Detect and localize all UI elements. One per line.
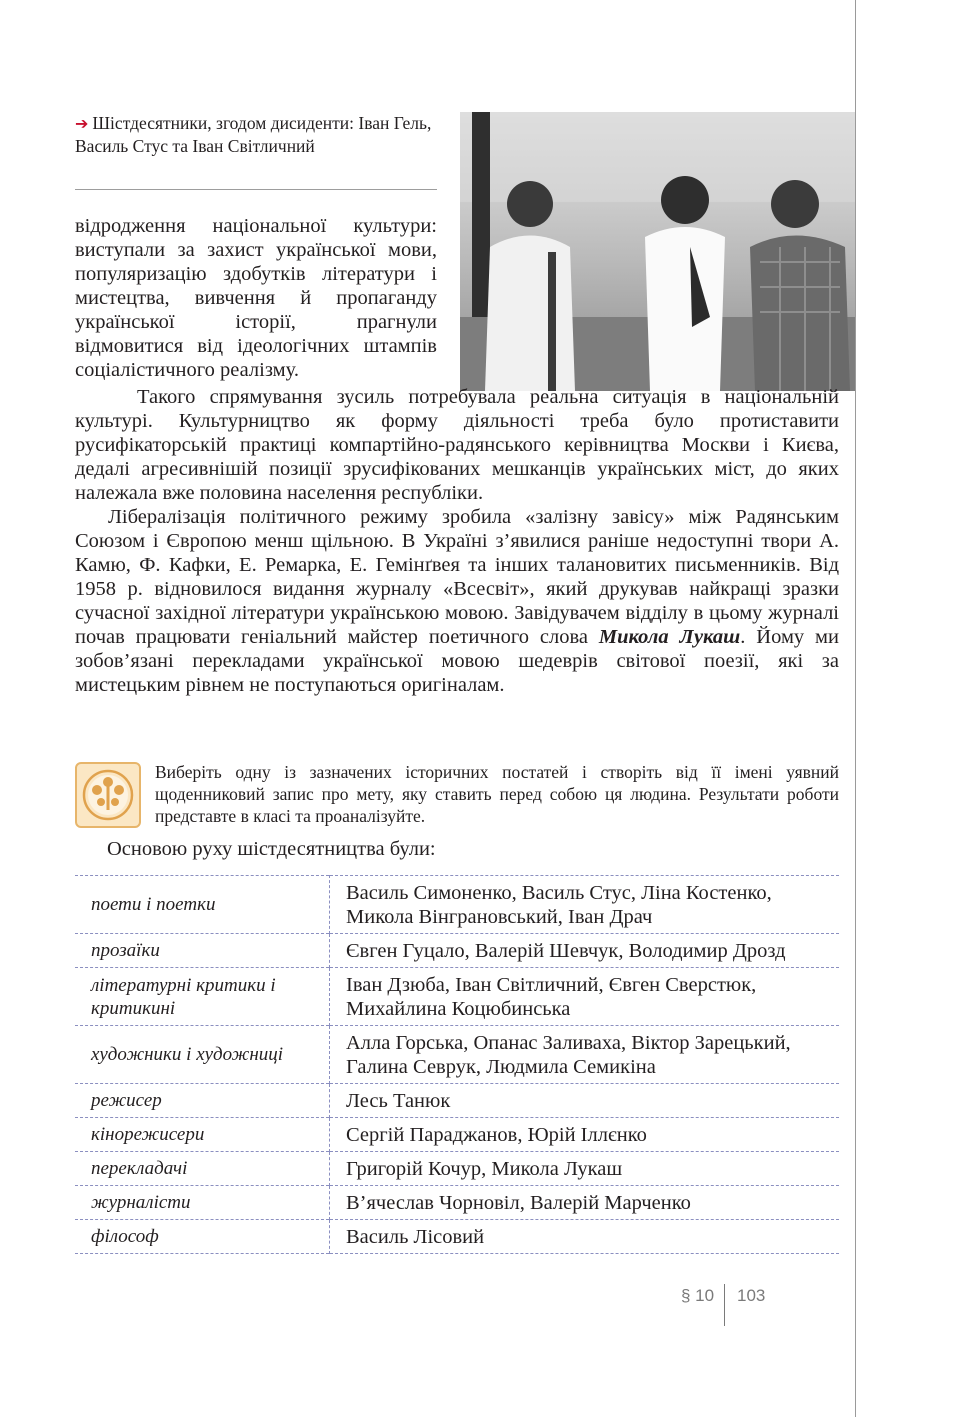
tree-emblem-icon: [75, 762, 141, 828]
names-cell: Іван Дзюба, Іван Світличний, Євген Сверстюк, Михайлина Коцюбинська: [346, 973, 757, 1020]
task-text: Виберіть одну із зазначених історичних постатей і створіть від її імені уявний щоденниковий запис про мету, яку ставить перед собою ця людина. Результати роботи представте в класі та проаналізуйте.: [155, 762, 839, 826]
table-row: [75, 1220, 839, 1254]
names-cell: Василь Симоненко, Василь Стус, Ліна Костенко, Микола Вінграновський, Іван Драч: [346, 881, 772, 928]
table-row: [75, 1084, 839, 1118]
names-cell: Лесь Танюк: [346, 1089, 451, 1112]
caption-divider: [75, 189, 437, 190]
arrow-right-icon: ➔: [75, 114, 89, 133]
table-row: [75, 1186, 839, 1220]
table-row: [75, 968, 839, 1026]
role-cell: філософ: [75, 1220, 330, 1254]
table-row: [75, 1152, 839, 1186]
highlighted-name: Микола Лукаш: [598, 626, 741, 648]
paragraph-main-1: Такого спрямування зусиль потребувала реальна ситуація в національній культурі. Культурництво як форму діяльності треба було протиставити русифікаторській практиці компартійно-радянського керівництва Москви і Києва, дедалі агресивнішій позиції зрусифікованих мешканців українських міст, до яких належала вже половина населення республіки.: [75, 386, 839, 504]
names-cell: Василь Лісовий: [346, 1225, 485, 1248]
table-intro: Основою руху шістдесятництва були:: [107, 838, 436, 860]
role-cell: режисер: [75, 1084, 330, 1118]
paragraph-left: відродження національної культури: виступали за захист української мови, популяризацію здобутків літератури і мистецтва, вивчення й пропаганду української історії, прагнули відмовитися від ідеологічних штампів соціалістичного реалізму.: [75, 215, 437, 381]
table-row: [75, 1026, 839, 1084]
role-cell: кінорежисери: [75, 1118, 330, 1152]
names-cell: Алла Горська, Опанас Заливаха, Віктор Зарецький, Галина Севрук, Людмила Семикіна: [346, 1031, 791, 1078]
role-cell: художники і художниці: [75, 1026, 330, 1084]
footer-divider: [724, 1284, 725, 1326]
paragraph-main-2a: Лібералізація політичного режиму зробила «залізну завісу» між Радянським Союзом і Європою менш щільною. В Україні з’явилися раніше недоступні твори А. Камю, Ф. Кафки, Е. Ремарка, Е. Гемінґвея та інших талановитих письменників. Від 1958 р. відновилося видання журналу «Всесвіт», який друкував найкращі зразки сучасної західної літератури українською мовою. Завідувачем відділу в цьому журналі почав працювати геніальний майстер поетичного слова: [75, 506, 839, 648]
caption-text: Шістдесятники, згодом дисиденти: Іван Гель, Василь Стус та Іван Світличний: [75, 113, 432, 156]
role-cell: прозаїки: [75, 934, 330, 968]
table-row: [75, 876, 839, 934]
role-cell: перекладачі: [75, 1152, 330, 1186]
names-cell: В’ячеслав Чорновіл, Валерій Марченко: [346, 1191, 691, 1214]
sixtiers-table: [75, 875, 839, 1254]
paragraph-main: [75, 385, 839, 697]
section-number: § 10: [681, 1286, 715, 1305]
photo-caption: [75, 112, 445, 157]
names-cell: Григорій Кочур, Микола Лукаш: [346, 1157, 623, 1180]
role-cell: літературні критики і критикині: [75, 968, 330, 1026]
page-number: 103: [737, 1286, 766, 1305]
page-edge-line: [855, 0, 856, 1417]
historical-photo: [460, 112, 855, 391]
table-row: [75, 934, 839, 968]
names-cell: Сергій Параджанов, Юрій Іллєнко: [346, 1123, 647, 1146]
paragraph-main-2b: . Йому ми зобов’язані перекладами української мовою шедеврів світової поезії, які за мистецьким рівнем не поступаються оригіналам.: [75, 626, 839, 696]
names-cell: Євген Гуцало, Валерій Шевчук, Володимир Дрозд: [346, 939, 786, 962]
table-row: [75, 1118, 839, 1152]
role-cell: журналісти: [75, 1186, 330, 1220]
role-cell: поети і поетки: [75, 876, 330, 934]
